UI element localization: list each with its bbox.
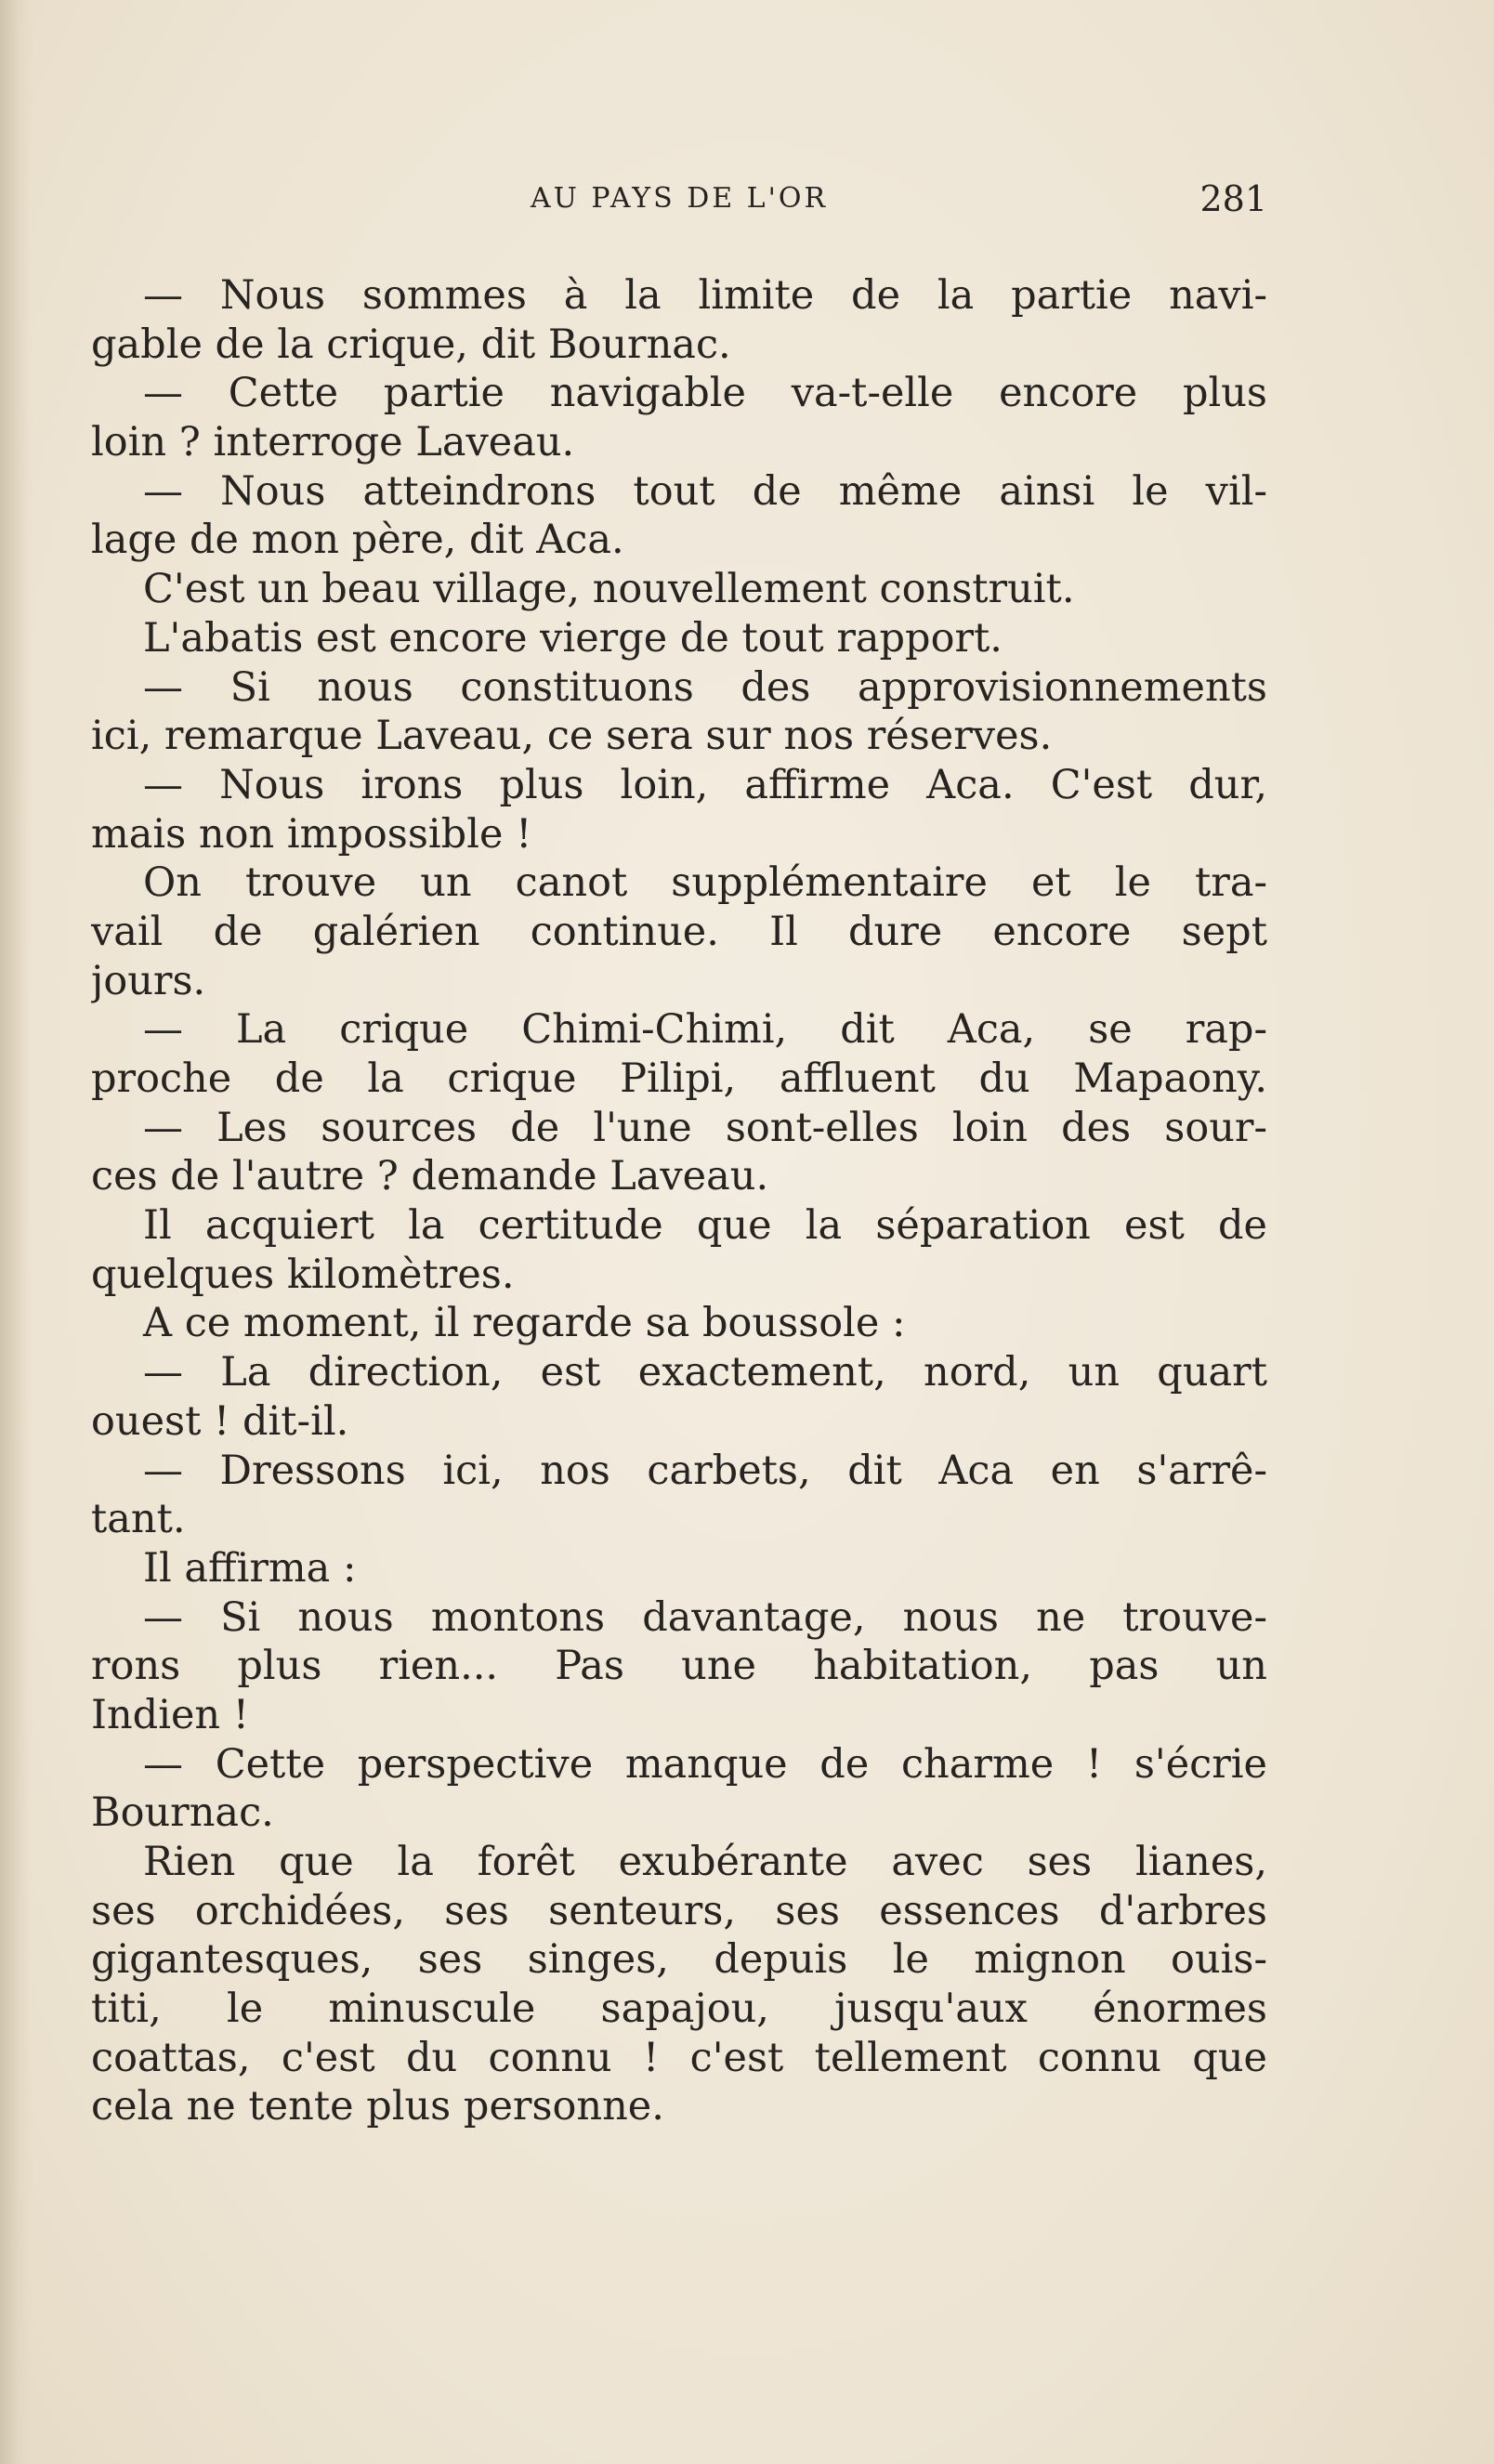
text-line: L'abatis est encore vierge de tout rapport. bbox=[143, 614, 1003, 662]
text-line: — Nous irons plus loin, affirme Aca. C'est dur, bbox=[143, 761, 1267, 808]
text-line: ouest ! dit-il. bbox=[91, 1397, 349, 1445]
page-gutter-shadow bbox=[0, 0, 32, 2464]
text-line: — Si nous constituons des approvisionnements bbox=[143, 663, 1267, 711]
text-line: — Cette partie navigable va-t-elle encore plus bbox=[143, 370, 1267, 417]
text-line: titi, le minuscule sapajou, jusqu'aux énormes bbox=[91, 1986, 1267, 2033]
text-line: — Dressons ici, nos carbets, dit Aca en s'arrê- bbox=[143, 1447, 1267, 1494]
text-line: Indien ! bbox=[91, 1691, 250, 1738]
text-line: — La crique Chimi-Chimi, dit Aca, se rap- bbox=[143, 1006, 1267, 1054]
text-line: Rien que la forêt exubérante avec ses lianes, bbox=[143, 1839, 1267, 1885]
text-line: coattas, c'est du connu ! c'est tellement connu que bbox=[91, 2034, 1267, 2081]
text-line: ses orchidées, ses senteurs, ses essences d'arbres bbox=[91, 1887, 1267, 1934]
text-line: — Si nous montons davantage, nous ne trouve- bbox=[143, 1593, 1267, 1641]
text-line: On trouve un canot supplémentaire et le tra- bbox=[143, 859, 1267, 907]
text-line: Il acquiert la certitude que la séparation est de bbox=[143, 1202, 1267, 1250]
text-line: tant. bbox=[91, 1496, 186, 1543]
page-number: 281 bbox=[1199, 178, 1267, 219]
text-line: loin ? interroge Laveau. bbox=[91, 419, 575, 466]
text-line: gigantesques, ses singes, depuis le mignon ouis- bbox=[91, 1936, 1267, 1984]
text-line: A ce moment, il regarde sa boussole : bbox=[143, 1300, 906, 1347]
running-title: AU PAYS DE L'OR bbox=[530, 182, 829, 215]
text-line: C'est un beau village, nouvellement construit. bbox=[143, 566, 1075, 613]
text-line: — La direction, est exactement, nord, un quart bbox=[143, 1349, 1267, 1396]
text-line: ces de l'autre ? demande Laveau. bbox=[91, 1153, 769, 1200]
text-line: vail de galérien continue. Il dure encore sept bbox=[91, 908, 1267, 955]
text-line: proche de la crique Pilipi, affluent du Mapaony. bbox=[91, 1055, 1267, 1102]
running-head bbox=[91, 178, 1267, 229]
text-line: — Nous sommes à la limite de la partie navi- bbox=[143, 272, 1267, 319]
text-line: — Les sources de l'une sont-elles loin des sour- bbox=[143, 1104, 1267, 1151]
text-line: quelques kilomètres. bbox=[91, 1251, 515, 1298]
text-line: Bournac. bbox=[91, 1789, 274, 1837]
text-line: jours. bbox=[91, 957, 206, 1004]
body-text bbox=[91, 271, 1267, 2131]
text-line: gable de la crique, dit Bournac. bbox=[91, 321, 731, 368]
text-line: lage de mon père, dit Aca. bbox=[91, 517, 624, 564]
text-line: rons plus rien... Pas une habitation, pas un bbox=[91, 1643, 1267, 1690]
text-line: — Cette perspective manque de charme ! s'écrie bbox=[143, 1740, 1267, 1788]
text-line: ici, remarque Laveau, ce sera sur nos réserves. bbox=[91, 713, 1053, 760]
text-line: — Nous atteindrons tout de même ainsi le vil- bbox=[143, 467, 1267, 515]
text-line: mais non impossible ! bbox=[91, 810, 532, 858]
text-line: Il affirma : bbox=[143, 1544, 357, 1592]
text-line: cela ne tente plus personne. bbox=[91, 2083, 664, 2130]
